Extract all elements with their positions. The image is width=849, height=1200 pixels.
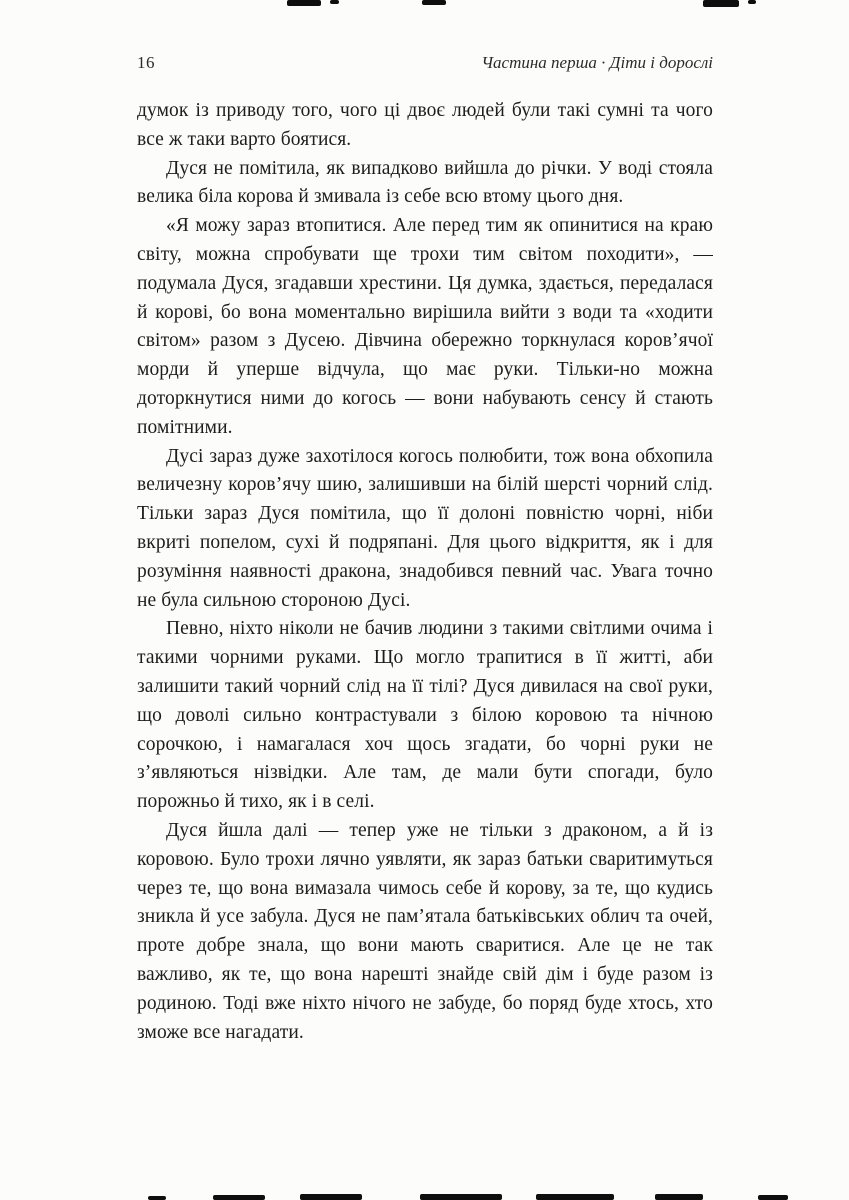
scan-artifact [748,0,756,4]
paragraph-continuation: думок із приводу того, чого ці двоє людей були такі сумні та чого все ж таки варто боятися. [137,100,713,150]
paragraph: Певно, ніхто ніколи не бачив людини з такими світлими очима і такими чорними руками. Що могло трапитися в її житті, аби залишити такий чорний слід на її тілі? Дуся дивилася на свої руки, що доволі сильно контрастували з білою коровою та нічною сорочкою, і намагалася хоч щось згадати, бо чорні руки не з’являються нізвідки. Але там, де мали бути спогади, було порожньо й тихо, як і в селі. [137,618,713,813]
running-head: Частина перша · Діти і дорослі [481,53,713,72]
page-header [137,53,713,73]
body-text [137,97,713,1047]
page-number: 16 [137,53,155,72]
scan-artifact [536,1194,614,1200]
scan-artifact [758,1195,788,1200]
paragraph: Дуся не помітила, як випадково вийшла до річки. У воді стояла велика біла корова й змивала із себе всю втому цього дня. [137,157,713,208]
scan-artifact [148,1196,166,1200]
scan-artifact [420,1194,502,1200]
scan-artifact [655,1194,703,1200]
paragraph: Дуся йшла далі — тепер уже не тільки з драконом, а й із коровою. Було трохи лячно уявляти, як зараз батьки сваритимуться через те, що вона вимазала чимось себе й корову, за те, що кудись зникла й усе забула. Дуся не пам’ятала батьківських облич та очей, проте добре знала, що вони мають сваритися. Але це не так важливо, як те, що вона нарешті знайде свій дім і буде разом із родиною. Тоді вже ніхто нічого не забуде, бо поряд буде хтось, хто зможе все нагадати. [137,819,713,1043]
scan-artifact [703,0,739,7]
paragraph: «Я можу зараз втопитися. Але перед тим як опинитися на краю світу, можна спробувати ще трохи тим світом походити», — подумала Дуся, згадавши хрестини. Ця думка, здається, передалася й корові, бо вона моментально вирішила вийти з води та «ходити світом» разом з Дусею. Дівчина обережно торкнулася коров’ячої морди й уперше відчула, що має руки. Тільки-но можна доторкнутися ними до когось — вони набувають сенсу й стають помітними. [137,215,713,438]
scan-artifact [300,1194,362,1200]
paragraph: Дусі зараз дуже захотілося когось полюбити, тож вона обхопила величезну коров’ячу шию, залишивши на білій шерсті чорний слід. Тільки зараз Дуся помітила, що її долоні повністю чорні, ніби вкриті попелом, сухі й подряпані. Для цього відкриття, як і для розуміння наявності дракона, знадобився певний час. Увага точно не була сильною стороною Дусі. [137,445,713,611]
scan-artifact [422,0,446,5]
scan-artifact [330,0,339,4]
scan-artifact [213,1195,265,1200]
scan-artifact [287,0,321,6]
